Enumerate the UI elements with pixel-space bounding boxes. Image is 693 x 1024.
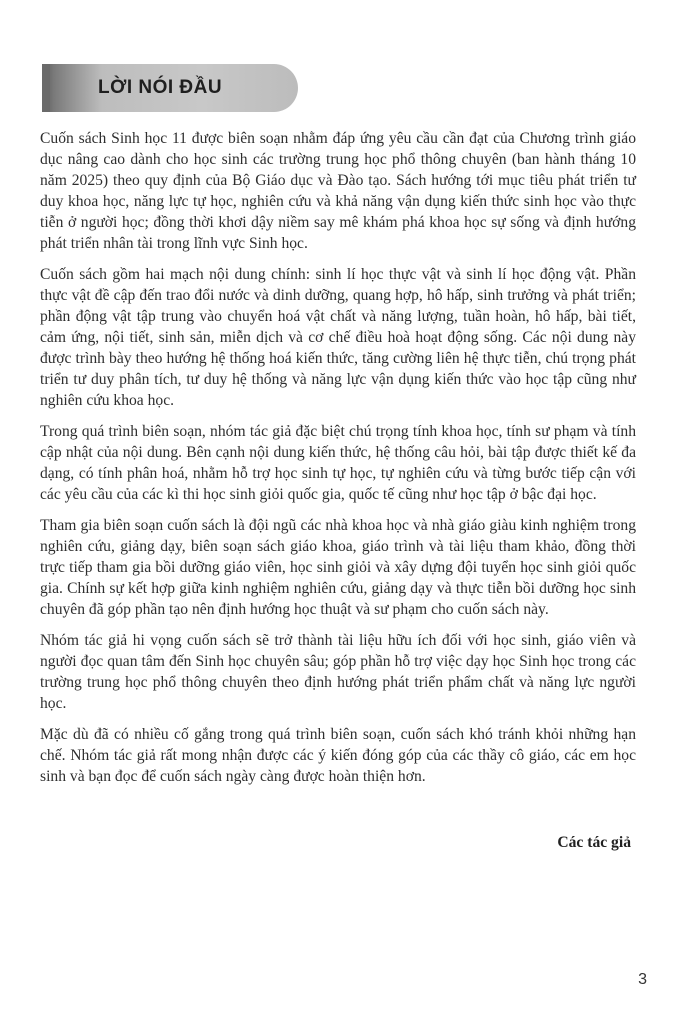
paragraph: Nhóm tác giả hi vọng cuốn sách sẽ trở thành tài liệu hữu ích đối với học sinh, giáo viên và người đọc quan tâm đến Sinh học chuyên sâu; góp phần hỗ trợ việc dạy học Sinh học trong các trường trung học phổ thông chuyên theo định hướng phát triển phẩm chất và năng lực người học.	[40, 632, 636, 712]
author-signature: Các tác giả	[557, 834, 631, 851]
paragraph: Cuốn sách Sinh học 11 được biên soạn nhằm đáp ứng yêu cầu cần đạt của Chương trình giáo dục nâng cao dành cho học sinh các trường trung học phổ thông chuyên (ban hành tháng 10 năm 2025) theo quy định của Bộ Giáo dục và Đào tạo. Sách hướng tới mục tiêu phát triển tư duy khoa học, năng lực tự học, nghiên cứu và khả năng vận dụng kiến thức sinh học vào thực tiễn ở người học; đồng thời khơi dậy niềm say mê khám phá khoa học sự sống và định hướng phát triển nhân tài trong lĩnh vực Sinh học.	[40, 130, 636, 252]
paragraph: Tham gia biên soạn cuốn sách là đội ngũ các nhà khoa học và nhà giáo giàu kinh nghiệm trong nghiên cứu, giảng dạy, biên soạn sách giáo khoa, giáo trình và tài liệu tham khảo, đồng thời trực tiếp tham gia bồi dưỡng giáo viên, học sinh giỏi và xây dựng đội tuyển học sinh giỏi quốc gia. Chính sự kết hợp giữa kinh nghiệm nghiên cứu, giảng dạy và thực tiễn bồi dưỡng học sinh chuyên đã góp phần tạo nên định hướng học thuật và sư phạm cho cuốn sách này.	[40, 517, 636, 618]
paragraph: Trong quá trình biên soạn, nhóm tác giả đặc biệt chú trọng tính khoa học, tính sư phạm và tính cập nhật của nội dung. Bên cạnh nội dung kiến thức, hệ thống câu hỏi, bài tập được thiết kế đa dạng, có tính phân hoá, nhằm hỗ trợ học sinh tự học, tự nghiên cứu và từng bước tiếp cận với các yêu cầu của các kì thi học sinh giỏi quốc gia, quốc tế cũng như học tập ở bậc đại học.	[40, 423, 636, 503]
paragraph: Mặc dù đã có nhiều cố gắng trong quá trình biên soạn, cuốn sách khó tránh khỏi những hạn chế. Nhóm tác giả rất mong nhận được các ý kiến đóng góp của các thầy cô giáo, các em học sinh và bạn đọc để cuốn sách ngày càng được hoàn thiện hơn.	[40, 726, 636, 785]
page-number: 3	[638, 971, 647, 988]
header-accent-bar	[42, 64, 50, 112]
preface-body	[40, 128, 636, 797]
paragraph: Cuốn sách gồm hai mạch nội dung chính: sinh lí học thực vật và sinh lí học động vật. Phần thực vật đề cập đến trao đổi nước và dinh dưỡng, quang hợp, hô hấp, sinh trưởng và phát triển; phần động vật tập trung vào chuyển hoá vật chất và năng lượng, tuần hoàn, hô hấp, bài tiết, cảm ứng, nội tiết, sinh sản, miễn dịch và cơ chế điều hoà hoạt động sống. Các nội dung này được trình bày theo hướng hệ thống hoá kiến thức, tăng cường liên hệ thực tiễn, chú trọng phát triển tư duy phân tích, tư duy hệ thống và năng lực vận dụng kiến thức vào học tập cũng như nghiên cứu khoa học.	[40, 266, 636, 409]
page-title: LỜI NÓI ĐẦU	[98, 77, 223, 98]
